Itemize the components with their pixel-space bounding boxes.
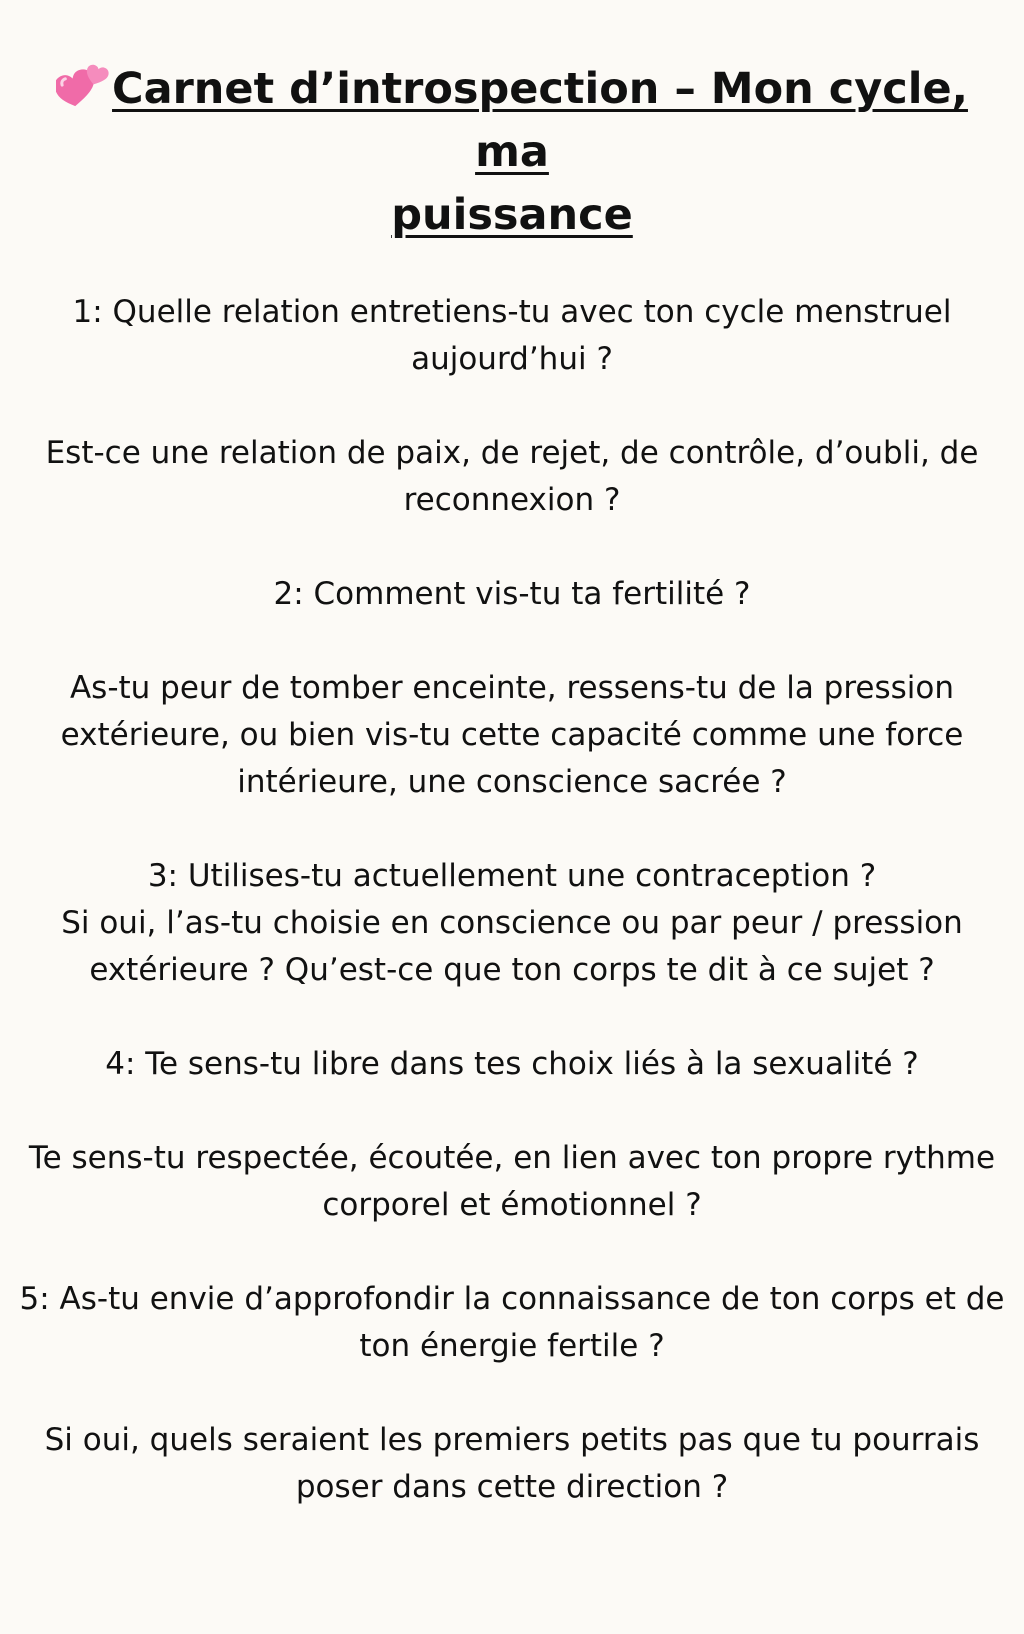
question-4-detail xyxy=(12,1135,1012,1229)
text-line: extérieure ? Qu’est-ce que ton corps te dit à ce sujet ? xyxy=(89,952,935,988)
page-title xyxy=(32,58,992,247)
text-line: Si oui, l’as-tu choisie en conscience ou par peur / pression xyxy=(61,905,963,941)
question-3 xyxy=(12,853,1012,994)
text-line: corporel et émotionnel ? xyxy=(322,1187,702,1223)
text-line: Te sens-tu respectée, écoutée, en lien avec ton propre rythme xyxy=(28,1140,996,1176)
text-line: poser dans cette direction ? xyxy=(295,1469,729,1505)
text-line: 3: Utilises-tu actuellement une contraception ? xyxy=(147,858,877,894)
question-4 xyxy=(12,1041,1012,1088)
text-line: As-tu peur de tomber enceinte, ressens-tu de la pression xyxy=(69,670,955,706)
question-2-detail xyxy=(12,665,1012,806)
text-line: ton énergie fertile ? xyxy=(359,1328,665,1364)
text-line: 5: As-tu envie d’approfondir la connaissance de ton corps et de xyxy=(19,1281,1005,1317)
question-1 xyxy=(12,289,1012,383)
text-line: aujourd’hui ? xyxy=(411,341,613,377)
text-line: 2: Comment vis-tu ta fertilité ? xyxy=(273,576,751,612)
text-line: extérieure, ou bien vis-tu cette capacité comme une force xyxy=(60,717,964,753)
title-line-2: puissance xyxy=(391,190,633,240)
text-line: 4: Te sens-tu libre dans tes choix liés à la sexualité ? xyxy=(105,1046,919,1082)
text-line: 1: Quelle relation entretiens-tu avec ton cycle menstruel xyxy=(72,294,952,330)
question-5-detail xyxy=(12,1417,1012,1511)
question-2 xyxy=(12,571,1012,618)
question-5 xyxy=(12,1276,1012,1370)
text-line: Est-ce une relation de paix, de rejet, de contrôle, d’oubli, de xyxy=(45,435,979,471)
title-line-1: Carnet d’introspection – Mon cycle, ma xyxy=(112,64,968,177)
two-hearts-icon xyxy=(56,61,110,109)
questions-list xyxy=(0,289,1024,1511)
text-line: Si oui, quels seraient les premiers petits pas que tu pourrais xyxy=(44,1422,980,1458)
question-1-detail xyxy=(12,430,1012,524)
text-line: reconnexion ? xyxy=(403,482,621,518)
text-line: intérieure, une conscience sacrée ? xyxy=(237,764,787,800)
